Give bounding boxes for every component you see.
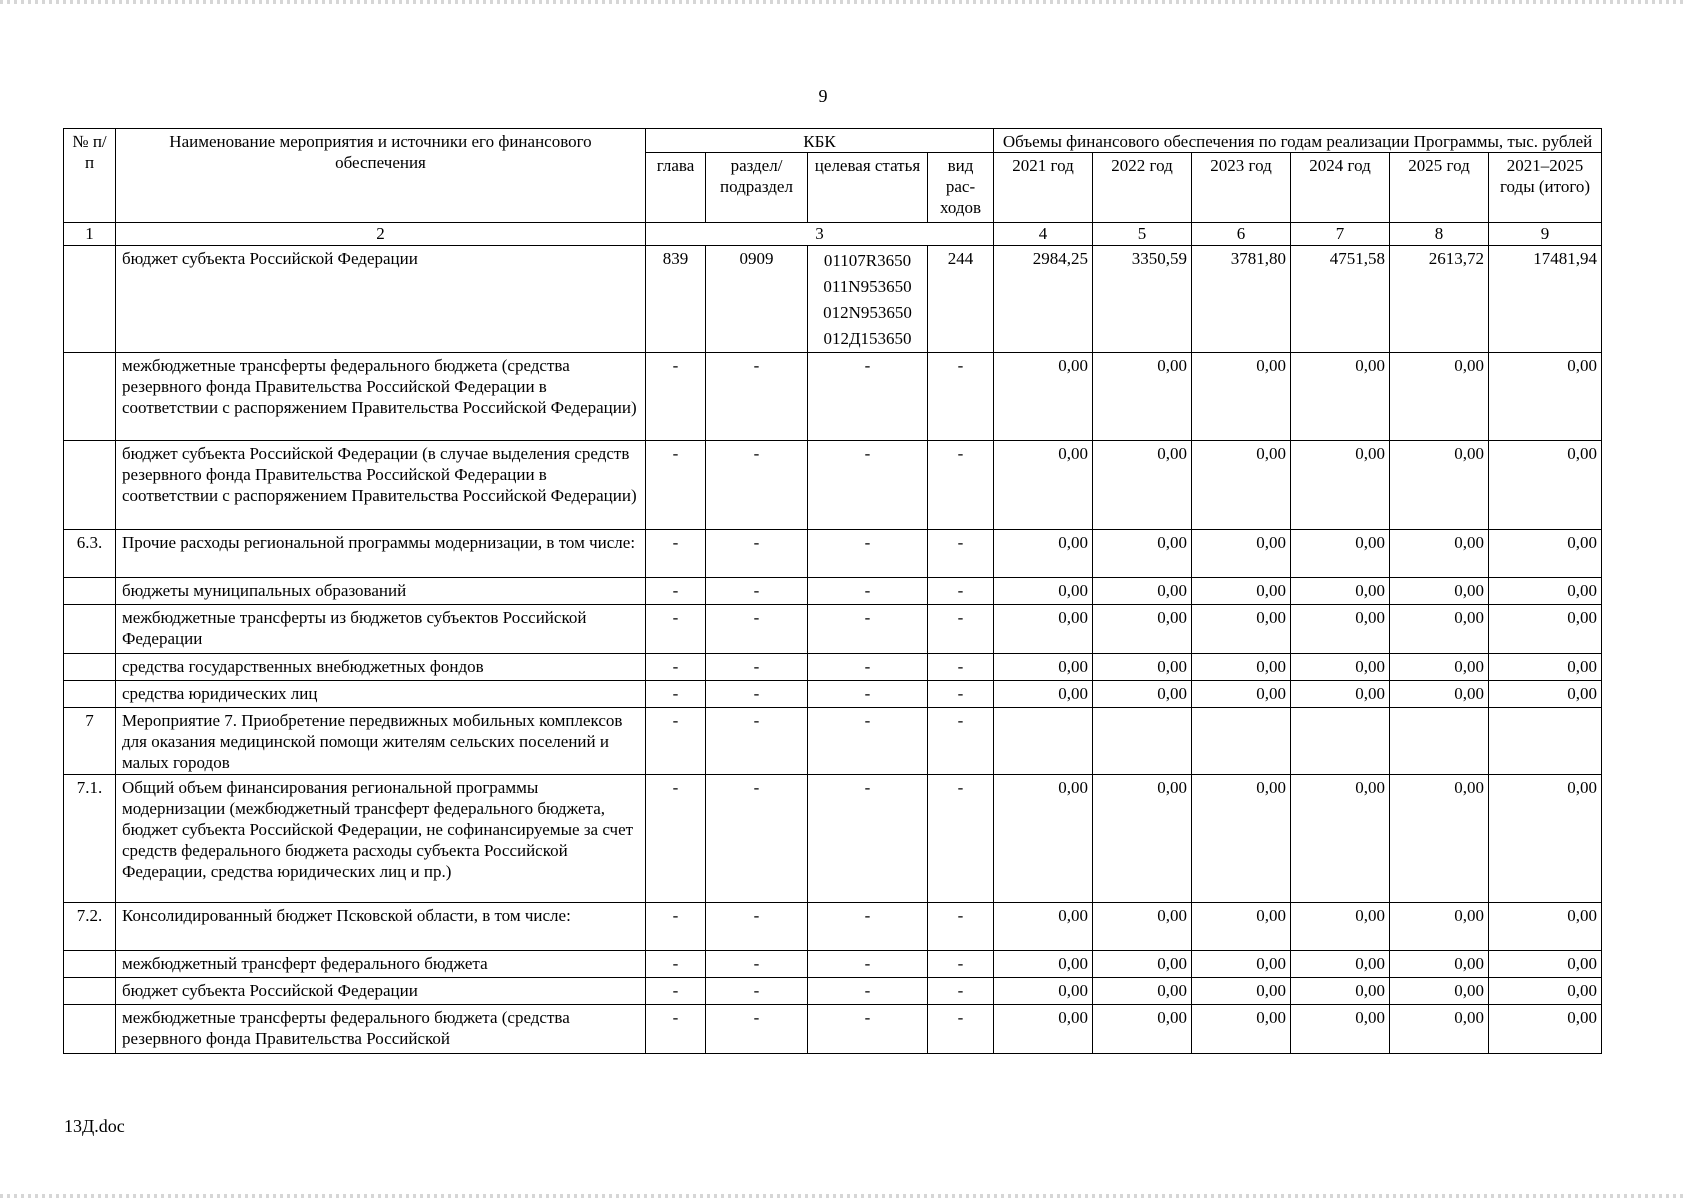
footer-filename: 13Д.doc [64, 1116, 125, 1136]
value-2022: 0,00 [1093, 353, 1192, 441]
value-2025 [1390, 708, 1489, 775]
row-name: бюджет субъекта Российской Федерации [116, 246, 646, 353]
table-row [64, 681, 1602, 708]
scan-edge-bottom [0, 1194, 1686, 1198]
row-name: межбюджетные трансферты федерального бюджета (средства резервного фонда Правительства Российской Федерации в соответствии с распоряжением Правительства Российской Федерации) [116, 353, 646, 441]
value-2025: 0,00 [1390, 681, 1489, 708]
kbk-vid: - [928, 654, 994, 681]
value-2021: 0,00 [994, 605, 1093, 654]
value-2025: 2613,72 [1390, 246, 1489, 353]
value-total: 0,00 [1489, 654, 1602, 681]
value-2025: 0,00 [1390, 1005, 1489, 1054]
kbk-vid: - [928, 530, 994, 578]
kbk-razdel: - [706, 951, 808, 978]
value-2025: 0,00 [1390, 775, 1489, 903]
value-2021: 0,00 [994, 903, 1093, 951]
kbk-glava: - [646, 578, 706, 605]
value-2024: 0,00 [1291, 775, 1390, 903]
row-name: средства государственных внебюджетных фондов [116, 654, 646, 681]
value-2024: 0,00 [1291, 681, 1390, 708]
kbk-razdel: - [706, 978, 808, 1005]
header-volumes: Объемы финансового обеспечения по годам реализации Программы, тыс. рублей [994, 129, 1602, 153]
kbk-razdel: - [706, 353, 808, 441]
kbk-glava: 839 [646, 246, 706, 353]
value-2024: 0,00 [1291, 353, 1390, 441]
kbk-glava: - [646, 654, 706, 681]
row-name: Общий объем финансирования региональной программы модернизации (межбюджетный трансферт федерального бюджета, бюджет субъекта Российской Федерации, не софинансируемые за счет средств федерального бюджета расходы субъекта Российской Федерации, средства юридических лиц и пр.) [116, 775, 646, 903]
row-number [64, 605, 116, 654]
value-total: 0,00 [1489, 530, 1602, 578]
value-2023: 0,00 [1192, 578, 1291, 605]
kbk-vid: - [928, 708, 994, 775]
value-2023: 0,00 [1192, 1005, 1291, 1054]
row-name: бюджет субъекта Российской Федерации [116, 978, 646, 1005]
kbk-vid: - [928, 353, 994, 441]
value-2022: 0,00 [1093, 903, 1192, 951]
value-2021: 0,00 [994, 353, 1093, 441]
kbk-vid: - [928, 605, 994, 654]
row-number [64, 654, 116, 681]
value-2024: 0,00 [1291, 441, 1390, 530]
financing-table-container [63, 128, 1602, 1054]
value-2025: 0,00 [1390, 441, 1489, 530]
kbk-razdel: - [706, 681, 808, 708]
row-name: бюджеты муниципальных образований [116, 578, 646, 605]
value-2024: 0,00 [1291, 903, 1390, 951]
header-year-2023: 2023 год [1192, 153, 1291, 223]
header-kbk-statya: целевая статья [808, 153, 928, 223]
kbk-statya: - [808, 654, 928, 681]
row-number: 7.1. [64, 775, 116, 903]
kbk-vid: - [928, 1005, 994, 1054]
kbk-glava: - [646, 605, 706, 654]
value-total: 0,00 [1489, 605, 1602, 654]
kbk-glava: - [646, 530, 706, 578]
value-2022: 0,00 [1093, 978, 1192, 1005]
value-2023: 0,00 [1192, 353, 1291, 441]
row-name: межбюджетные трансферты федерального бюджета (средства резервного фонда Правительства Российской [116, 1005, 646, 1054]
kbk-razdel: - [706, 775, 808, 903]
value-2024 [1291, 708, 1390, 775]
kbk-vid: - [928, 441, 994, 530]
value-total [1489, 708, 1602, 775]
value-2021: 0,00 [994, 441, 1093, 530]
value-2025: 0,00 [1390, 605, 1489, 654]
table-row [64, 775, 1602, 903]
header-year-2025: 2025 год [1390, 153, 1489, 223]
header-kbk-razdel: раздел/ подраздел [706, 153, 808, 223]
kbk-glava: - [646, 681, 706, 708]
value-2025: 0,00 [1390, 978, 1489, 1005]
row-name: межбюджетные трансферты из бюджетов субъектов Российской Федерации [116, 605, 646, 654]
kbk-vid: - [928, 775, 994, 903]
value-2025: 0,00 [1390, 530, 1489, 578]
row-number: 7.2. [64, 903, 116, 951]
kbk-glava: - [646, 441, 706, 530]
row-number [64, 951, 116, 978]
kbk-glava: - [646, 353, 706, 441]
kbk-statya: - [808, 903, 928, 951]
value-total: 0,00 [1489, 978, 1602, 1005]
index-cell: 1 [64, 223, 116, 246]
index-cell: 4 [994, 223, 1093, 246]
value-total: 0,00 [1489, 353, 1602, 441]
value-2023: 0,00 [1192, 775, 1291, 903]
row-name: средства юридических лиц [116, 681, 646, 708]
row-number [64, 978, 116, 1005]
row-number [64, 578, 116, 605]
table-row [64, 1005, 1602, 1054]
value-2023: 0,00 [1192, 903, 1291, 951]
page-number: 9 [818, 86, 828, 106]
value-total: 0,00 [1489, 578, 1602, 605]
kbk-statya: - [808, 978, 928, 1005]
kbk-vid: - [928, 951, 994, 978]
kbk-glava: - [646, 903, 706, 951]
table-body [64, 246, 1602, 1054]
index-cell: 7 [1291, 223, 1390, 246]
kbk-razdel: - [706, 1005, 808, 1054]
table-row [64, 708, 1602, 775]
index-cell: 2 [116, 223, 646, 246]
kbk-vid: - [928, 903, 994, 951]
value-2025: 0,00 [1390, 654, 1489, 681]
kbk-statya: - [808, 353, 928, 441]
header-kbk-vid: вид рас- ходов [928, 153, 994, 223]
table-row [64, 441, 1602, 530]
table-row [64, 605, 1602, 654]
scan-edge-top [0, 0, 1686, 4]
value-total: 0,00 [1489, 681, 1602, 708]
value-total: 17481,94 [1489, 246, 1602, 353]
value-2021: 0,00 [994, 578, 1093, 605]
table-row [64, 951, 1602, 978]
value-2021: 0,00 [994, 681, 1093, 708]
table-row [64, 246, 1602, 353]
row-name: Прочие расходы региональной программы модернизации, в том числе: [116, 530, 646, 578]
value-2024: 0,00 [1291, 654, 1390, 681]
header-index-row [64, 223, 1602, 246]
value-total: 0,00 [1489, 441, 1602, 530]
header-num: № п/п [64, 129, 116, 223]
kbk-razdel: - [706, 903, 808, 951]
value-2021: 0,00 [994, 775, 1093, 903]
value-total: 0,00 [1489, 951, 1602, 978]
row-name: Консолидированный бюджет Псковской области, в том числе: [116, 903, 646, 951]
value-total: 0,00 [1489, 775, 1602, 903]
value-2021: 2984,25 [994, 246, 1093, 353]
value-2024: 4751,58 [1291, 246, 1390, 353]
header-year-2024: 2024 год [1291, 153, 1390, 223]
value-total: 0,00 [1489, 903, 1602, 951]
kbk-statya: - [808, 1005, 928, 1054]
value-2023: 0,00 [1192, 681, 1291, 708]
row-number [64, 1005, 116, 1054]
header-row-top [64, 129, 1602, 153]
kbk-glava: - [646, 951, 706, 978]
value-2022: 0,00 [1093, 441, 1192, 530]
value-2021: 0,00 [994, 951, 1093, 978]
value-2022: 0,00 [1093, 951, 1192, 978]
kbk-glava: - [646, 708, 706, 775]
table-row [64, 978, 1602, 1005]
kbk-statya: - [808, 708, 928, 775]
kbk-razdel: 0909 [706, 246, 808, 353]
row-number: 6.3. [64, 530, 116, 578]
row-number [64, 353, 116, 441]
kbk-statya: - [808, 441, 928, 530]
value-2021: 0,00 [994, 978, 1093, 1005]
kbk-razdel: - [706, 654, 808, 681]
row-name: межбюджетный трансферт федерального бюджета [116, 951, 646, 978]
table-row [64, 654, 1602, 681]
kbk-statya: - [808, 578, 928, 605]
kbk-statya: 01107R3650 011N953650 012N953650 012Д153650 [808, 246, 928, 353]
value-2023: 0,00 [1192, 978, 1291, 1005]
kbk-razdel: - [706, 530, 808, 578]
value-2023: 0,00 [1192, 951, 1291, 978]
kbk-statya: - [808, 530, 928, 578]
table-row [64, 530, 1602, 578]
value-2022: 3350,59 [1093, 246, 1192, 353]
value-2021: 0,00 [994, 530, 1093, 578]
index-cell: 5 [1093, 223, 1192, 246]
kbk-glava: - [646, 1005, 706, 1054]
index-cell: 8 [1390, 223, 1489, 246]
row-number [64, 441, 116, 530]
value-2023: 0,00 [1192, 530, 1291, 578]
value-2025: 0,00 [1390, 353, 1489, 441]
header-kbk: КБК [646, 129, 994, 153]
index-cell: 9 [1489, 223, 1602, 246]
index-cell: 3 [646, 223, 994, 246]
kbk-razdel: - [706, 605, 808, 654]
value-2024: 0,00 [1291, 605, 1390, 654]
kbk-statya: - [808, 951, 928, 978]
kbk-vid: - [928, 681, 994, 708]
header-year-2022: 2022 год [1093, 153, 1192, 223]
kbk-razdel: - [706, 441, 808, 530]
kbk-glava: - [646, 775, 706, 903]
value-2025: 0,00 [1390, 903, 1489, 951]
value-2023: 0,00 [1192, 654, 1291, 681]
value-2022: 0,00 [1093, 775, 1192, 903]
value-2022: 0,00 [1093, 681, 1192, 708]
value-2023: 3781,80 [1192, 246, 1291, 353]
value-2025: 0,00 [1390, 578, 1489, 605]
value-2024: 0,00 [1291, 530, 1390, 578]
value-2023: 0,00 [1192, 441, 1291, 530]
value-2021 [994, 708, 1093, 775]
row-name: бюджет субъекта Российской Федерации (в случае выделения средств резервного фонда Правительства Российской Федерации в соответствии с распоряжением Правительства Российской Федерации) [116, 441, 646, 530]
value-2024: 0,00 [1291, 578, 1390, 605]
kbk-vid: - [928, 578, 994, 605]
table-row [64, 578, 1602, 605]
kbk-razdel: - [706, 578, 808, 605]
table-row [64, 903, 1602, 951]
kbk-glava: - [646, 978, 706, 1005]
header-kbk-glava: глава [646, 153, 706, 223]
kbk-vid: - [928, 978, 994, 1005]
kbk-razdel: - [706, 708, 808, 775]
index-cell: 6 [1192, 223, 1291, 246]
value-2024: 0,00 [1291, 978, 1390, 1005]
value-2022: 0,00 [1093, 1005, 1192, 1054]
kbk-vid: 244 [928, 246, 994, 353]
value-2023: 0,00 [1192, 605, 1291, 654]
row-number [64, 681, 116, 708]
value-2022: 0,00 [1093, 654, 1192, 681]
header-name: Наименование мероприятия и источники его финансового обеспечения [116, 129, 646, 223]
header-year-2021: 2021 год [994, 153, 1093, 223]
value-2022 [1093, 708, 1192, 775]
value-2021: 0,00 [994, 1005, 1093, 1054]
table-row [64, 353, 1602, 441]
header-year-total: 2021–2025 годы (итого) [1489, 153, 1602, 223]
value-2025: 0,00 [1390, 951, 1489, 978]
kbk-statya: - [808, 775, 928, 903]
kbk-statya: - [808, 605, 928, 654]
row-number [64, 246, 116, 353]
value-2023 [1192, 708, 1291, 775]
financing-table [63, 128, 1602, 1054]
value-2024: 0,00 [1291, 1005, 1390, 1054]
value-2022: 0,00 [1093, 530, 1192, 578]
row-number: 7 [64, 708, 116, 775]
row-name: Мероприятие 7. Приобретение передвижных мобильных комплексов для оказания медицинской помощи жителям сельских поселений и малых городов [116, 708, 646, 775]
value-2022: 0,00 [1093, 578, 1192, 605]
value-2024: 0,00 [1291, 951, 1390, 978]
value-2021: 0,00 [994, 654, 1093, 681]
value-2022: 0,00 [1093, 605, 1192, 654]
value-total: 0,00 [1489, 1005, 1602, 1054]
kbk-statya: - [808, 681, 928, 708]
